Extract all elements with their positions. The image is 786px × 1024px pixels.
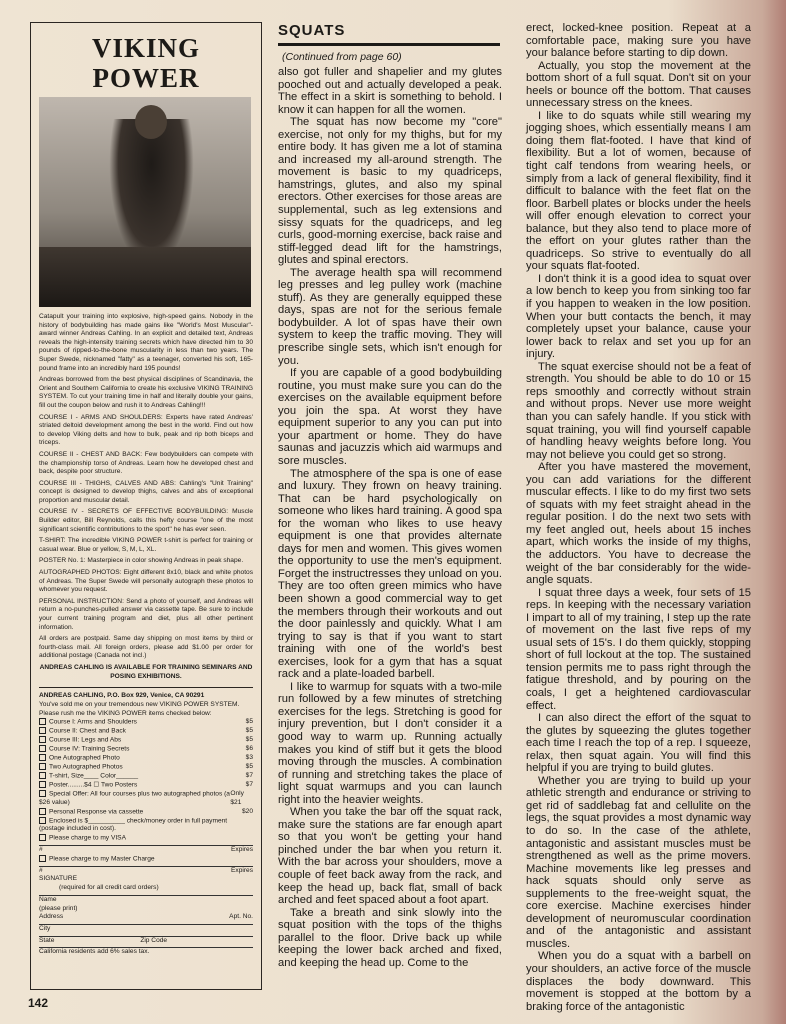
ad-title: VIKING POWER [91,33,200,93]
paragraph: When you take the bar off the squat rack, make sure the stations are far enough apart so that you won't be getting your hand pinched under the bar when you return it. With the bar across your shoulders, move a couple of feet back away from the rack, and keep the head up, back flat, small of back arched and feet spaced about a foot apart. [278,806,502,907]
rock-foreground [39,247,251,307]
order-mastercharge[interactable]: Please charge to my Master Charge [39,855,253,864]
order-item[interactable]: Poster.........$4 ☐ Two Posters $7 [39,781,253,790]
address-field[interactable]: Address Apt. No. [39,913,253,921]
article-column-middle [278,66,502,969]
paragraph: If you are capable of a good bodybuilding routine, you must make sure you can do the exercises on the available equipment before you join the spa. At worst they have equipment superior to any you can put into your apartment or home. They do have saunas and jacuzzis which aid warmups and sore muscles. [278,367,502,467]
checkbox[interactable] [39,817,46,824]
checkbox[interactable] [39,718,46,725]
checkbox[interactable] [39,745,46,752]
print-note: (please print) [39,904,78,912]
city-field[interactable]: City [39,924,253,934]
ad-available: ANDREAS CAHLING IS AVAILABLE FOR TRAINING SEMINARS AND POSING EXHIBITIONS. [39,663,253,680]
visa-number-field[interactable]: # Expires [39,846,253,854]
state-zip-field[interactable]: State Zip Code [39,936,253,946]
order-item[interactable]: Course III: Legs and Abs $5 [39,736,253,745]
paragraph: erect, locked-knee position. Repeat at a comfortable pace, making sure you have your balance before starting to dip down. [526,22,751,60]
order-item[interactable]: Course I: Arms and Shoulders $5 [39,718,253,727]
ad-course3: COURSE III - THIGHS, CALVES AND ABS: Cahling's "Unit Training" concept is designed to develop thighs, calves and abs of exceptional proportion and muscular detail. [39,479,253,504]
ad-photos: AUTOGRAPHED PHOTOS: Eight different 8x10, black and white photos of Andreas. The Super Swede will personally autograph these photos to whomever you request. [39,569,253,594]
ad-course4: COURSE IV - SECRETS OF EFFECTIVE BODYBUILDING: Muscle Builder editor, Bill Reynolds, calls this hefty course "one of the most significant scientific contributions to the sport" he has ever seen. [39,508,253,533]
order-address: ANDREAS CAHLING, P.O. Box 929, Venice, CA 90291 [39,692,205,700]
paragraph: When you do a squat with a barbell on your shoulders, an active force of the muscle displaces the body downward. This movement is stopped at the bottom by a braking force of the antagonistic [526,950,751,1013]
viking-power-advertisement [30,22,262,990]
ad-postage: All orders are postpaid. Same day shipping on most items by third or fourth-class mail. All foreign orders, please add $1.00 per order for additional postage (Canada not incl.) [39,635,253,660]
ad-intro: Catapult your training into explosive, high-speed gains. Nobody in the history of bodybuilding has made gains like "World's Most Muscular"-award winner Andreas Cahling. In an explicit and detailed text, Andreas reveals the high-intensity training secrets which have directed him to 30 pounds of ripped-to-the-bone muscularity in less than two years. The Super Swede, nicknamed "fatty" as a teenager, converted his soft, 165-pound frame into an incredibly hard 195 pounds! [39,313,253,372]
paragraph: The squat exercise should not be a feat of strength. You should be able to do 10 or 15 reps smoothly and correctly without strain and without props. Never use more weight than you can safely handle. If you stick with squat training, you will find yourself capable of handling heavy weights before long. You may not believe you could get so strong. [526,360,751,461]
ad-tshirt: T-SHIRT: The incredible VIKING POWER t-shirt is perfect for training or casual wear. Blue or yellow, S, M, L, XL. [39,537,253,553]
paragraph: The average health spa will recommend leg presses and leg pulley work (machine stuff). As they are generally equipped these days, spas are not for the serious female bodybuilder. A lot of spas have their own system to keep the traffic moving. They will prescribe single sets, which isn't enough for you. [278,266,502,367]
tax-note: California residents add 6% sales tax. [39,947,253,957]
signature-field[interactable]: SIGNATURE [39,875,77,883]
ad-course1: COURSE I - ARMS AND SHOULDERS: Experts have rated Andreas' striated deltoid development among the best in the world. Find out how to develop Viking delts and how to bulk, peak and rip both biceps and triceps. [39,413,253,447]
ad-instruction: PERSONAL INSTRUCTION: Send a photo of yourself, and Andreas will return a no-punches-pulled answer via cassette tape. Be sure to include your current training program and diet, plus all other pertinent information. [39,597,253,631]
ad-para2: Andreas borrowed from the best physical disciplines of Scandinavia, the Orient and Southern California to create his exclusive VIKING TRAINING SYSTEM. To cut your training time in half and literally double your gains, fill out the coupon below and rush it to Andreas Cahling!!! [39,376,253,409]
checkbox[interactable] [39,736,46,743]
paragraph: Take a breath and sink slowly into the squat position with the tops of the thighs parallel to the floor. Drive back up while keeping the lower back arched and fixed, and keeping the head up. Come to the [278,906,502,969]
paragraph: The squat has now become my "core" exercise, not only for my thighs, but for my entire body. It has given me a lot of stamina and increased my all-around strength. The movement is basic to my quadriceps, hamstrings, glutes, and also my spinal erectors. Other exercises for those areas are supplemental, such as leg extensions and sissy squats for the quadriceps, and leg curls, good-morning exercise, back raise and stiff-legged dead lift for the hamstrings, glutes and spinal erectors. [278,116,502,267]
continued-note: (Continued from page 60) [282,51,402,63]
checkbox[interactable] [39,772,46,779]
article-title: SQUATS [278,22,346,39]
bodybuilder-head [135,105,167,139]
signature-note: (required for all credit card orders) [59,884,159,892]
paragraph: I squat three days a week, four sets of 15 reps. In keeping with the necessary variation I impart to all of my training, I step up the rate of movement on the last five reps of my usual sets of 15's. I do them quickly, stopping short of full lockout at the top. The sustained tension permits me to pass right through the fatigue threshold, and by pouring on the coals, I get a heightened cardiovascular effect. [526,586,751,712]
name-field[interactable]: Name [39,895,253,905]
paragraph: Whether you are trying to build up your athletic strength and endurance or striving to get rid of saddlebag fat and cellulite on the legs, the squat provides a most dynamic way to do so. In the case of the athlete, antagonistic and assistant muscles must be strengthened as well as the prime movers. Machine movements like leg presses and hack squats should only serve as supplements to the free-weight squat, the core exercise. Machine exercises hinder development of neuromuscular coordination and of the antagonistic and assistant muscles. [526,774,751,950]
mastercharge-number-field[interactable]: # Expires [39,866,253,874]
ad-poster: POSTER No. 1: Masterpiece in color showing Andreas in peak shape. [39,557,244,565]
paragraph: After you have mastered the movement, you can add variations for the different muscular effects. I like to do my first two sets of squats with my feet straight ahead in the regular position. I do the next two sets with my feet angled out, heels about 15 inches apart, which works the inside of my thighs, the adductors. You have to decrease the weight of the bar considerably for the wide-angle squats. [526,461,751,587]
paragraph: Actually, you stop the movement at the bottom short of a full squat. Don't sit on your heels or bounce off the bottom. That causes unnecessary stress on the knees. [526,59,751,110]
title-rule [278,43,500,46]
checkbox[interactable] [39,727,46,734]
checkbox[interactable] [39,834,46,841]
page-number: 142 [28,996,49,1010]
checkbox[interactable] [39,754,46,761]
order-visa[interactable]: Please charge to my VISA [39,834,253,843]
checkbox[interactable] [39,781,46,788]
checkbox[interactable] [39,855,46,862]
order-item[interactable]: Course II: Chest and Back $5 [39,727,253,736]
bodybuilder-photo [39,97,251,307]
order-special[interactable]: Special Offer: All four courses plus two autographed photos (a $26 value) Only $21 [39,789,244,806]
order-intro: You've sold me on your tremendous new VIKING POWER SYSTEM. Please rush me the VIKING POWER items checked below: [39,700,240,717]
paragraph: I can also direct the effort of the squat to the glutes by squeezing the glutes together each time I reach the top of a rep. I squeeze, relax, then squat again. You will find this helpful if you are trying to build glutes. [526,712,751,775]
checkbox[interactable] [39,763,46,770]
paragraph: I like to warmup for squats with a two-mile run followed by a few minutes of stretching exercises for the legs. Stretching is good for injury prevention, but I don't consider it a good way to warm up. Running actually makes you kind of stiff but it gets the blood moving through the muscles. A combination of running and stretching takes the place of light squat warmups and you can launch right into the heavier weights. [278,680,502,806]
order-item[interactable]: Course IV: Training Secrets $6 [39,745,253,754]
article-column-right [526,22,751,1013]
order-enclosed[interactable]: Enclosed is $__________ check/money order in full payment (postage included in cost). [39,816,228,833]
ad-course2: COURSE II - CHEST AND BACK: Few bodybuilders can compete with the championship torso of Andreas. Learn how he developed chest and back, despite poor structure. [39,450,253,476]
checkbox[interactable] [39,790,46,797]
paragraph: also got fuller and shapelier and my glutes pooched out and actually developed a peak. The effect in a skirt is something to behold. I know it can happen for all the women. [278,66,502,116]
checkbox[interactable] [39,808,46,815]
order-item[interactable]: Two Autographed Photos $5 [39,763,253,772]
ad-body-text [39,313,253,681]
order-coupon [39,687,253,957]
order-item[interactable]: One Autographed Photo $3 [39,754,253,763]
order-item[interactable]: T-shirt, Size____ Color______ $7 [39,772,253,781]
paragraph: I like to do squats while still wearing my jogging shoes, which essentially means I am doing them flat-footed. I have that kind of flexibility. But a lot of women, because of tight calf tendons from wearing heels, or simply from a lack of general flexibility, find it difficult to balance with the feet flat on the floor. Barbell plates or blocks under the heels will offer enough elevation to correct your balance, but they also tend to place more of the effort on your glutes rather than the quadriceps. So strive to eventually do all your squats flat-footed. [526,109,751,273]
paragraph: I don't think it is a good idea to squat over a low bench to keep you from sinking too far if you happen to weaken in the low position. When your butt contacts the bench, it may completely upset your balance, cause your lower back to relax and set you up for an injury. [526,272,751,361]
order-cassette[interactable]: Personal Response via cassette $20 [39,808,253,817]
paragraph: The atmosphere of the spa is one of ease and luxury. They frown on heavy training. That can be hard psychologically on someone who likes hard training. A good spa for the woman who likes to use heavy equipment is one that provides alternate days for men and women. This gives women the opportunity to use the men's equipment. Forget the instructresses they unload on you. They are too often green mimics who have been shown a good commercial way to get the members through their workouts and out the door painlessly and quickly. What I am trying to say is that if you want to start training with one of the world's best exercises, look for a gym that has a squat rack and a plate-loaded barbell. [278,467,502,681]
